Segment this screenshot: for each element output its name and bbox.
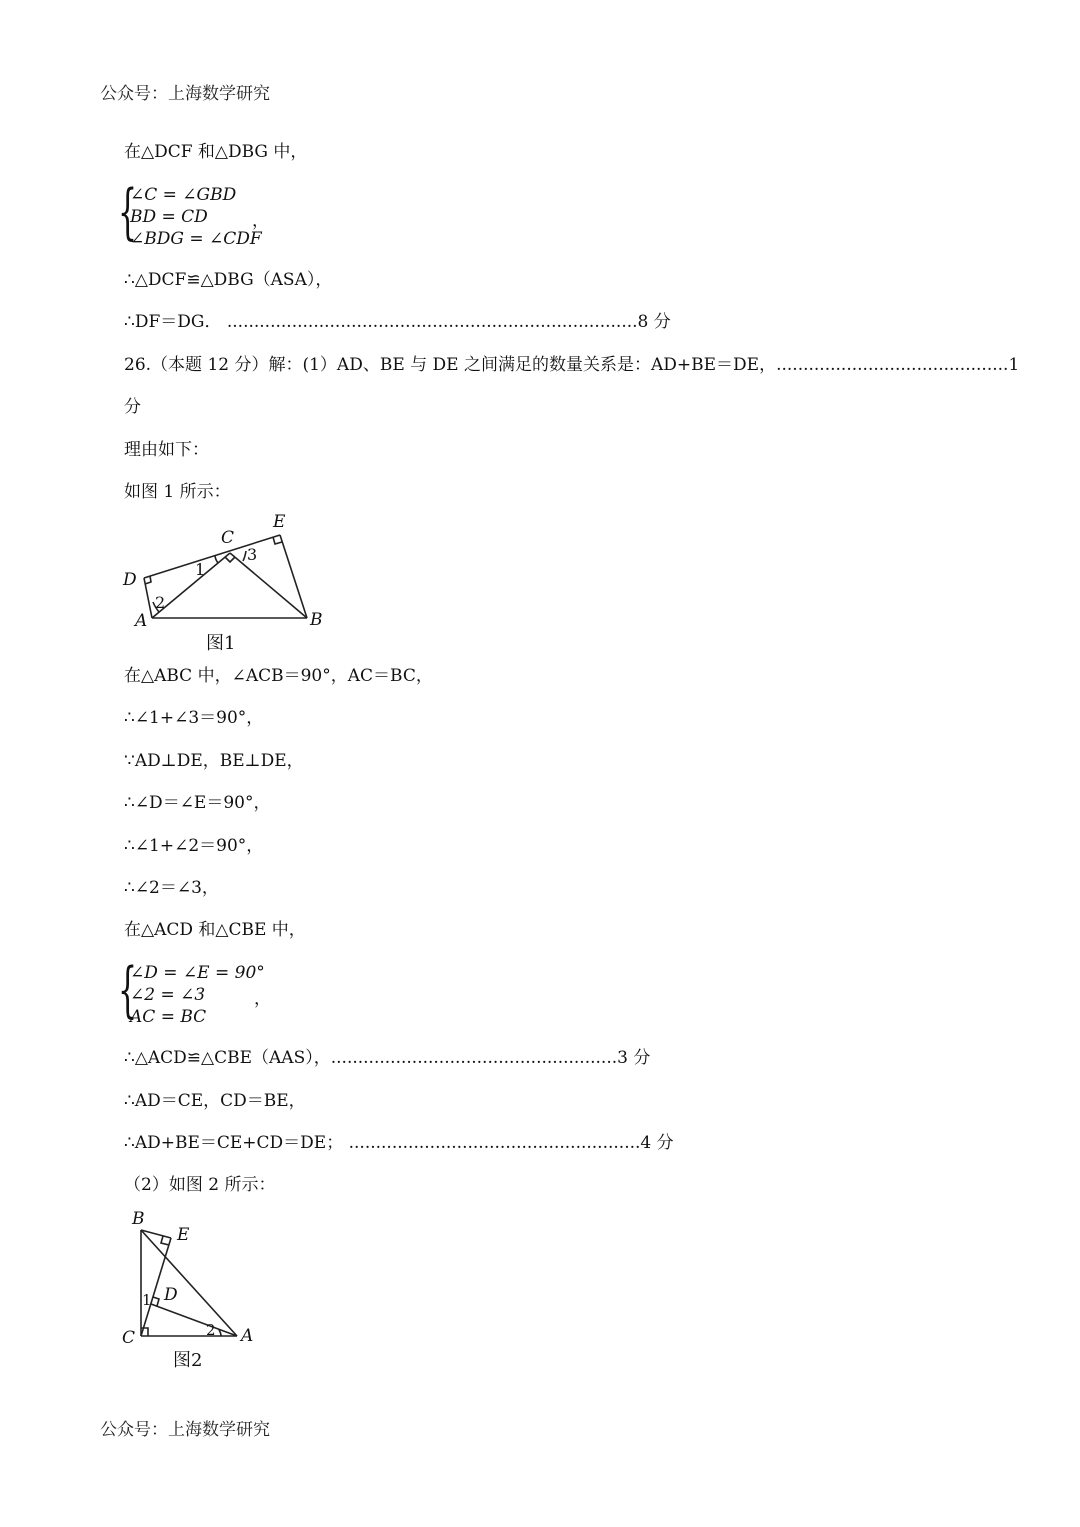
- equation-row: ∠C = ∠GBD: [130, 185, 237, 205]
- text-line: ∴∠D＝∠E＝90°，: [124, 793, 271, 813]
- equation-row: BD = CD: [130, 207, 208, 227]
- figure-2-caption: 图2: [173, 1350, 203, 1371]
- text-line: 如图 1 所示：: [124, 482, 231, 502]
- label-angle-2: 2: [155, 593, 166, 612]
- text-line: 理由如下：: [124, 440, 209, 460]
- equation-row: ∠2 = ∠3: [130, 985, 206, 1005]
- angle-arc-2: [219, 1330, 221, 1336]
- segment-DE: [144, 535, 280, 578]
- angle-arc-3: [243, 551, 246, 561]
- label-angle-3: 3: [247, 545, 258, 564]
- equation-comma: ，: [254, 989, 271, 1009]
- text-line: ∴AD＝CE，CD＝BE，: [124, 1091, 306, 1111]
- brace-icon: {: [118, 177, 138, 247]
- label-angle-1: 1: [195, 560, 206, 579]
- text-line: 在△ACD 和△CBE 中，: [124, 920, 306, 940]
- text-line: 在△DCF 和△DBG 中，: [124, 142, 308, 162]
- label-C: C: [122, 1328, 136, 1348]
- equation-comma: ，: [252, 211, 269, 231]
- page-header: 公众号：上海数学研究: [100, 84, 270, 104]
- label-C: C: [221, 528, 235, 548]
- page-footer: 公众号：上海数学研究: [100, 1420, 270, 1440]
- label-angle-1: 1: [142, 1291, 152, 1309]
- text-line: ∴AD+BE＝CE+CD＝DE； ......................................................4 分: [124, 1133, 674, 1153]
- label-angle-2: 2: [206, 1321, 216, 1339]
- label-B: B: [310, 610, 323, 630]
- segment-AD: [151, 1304, 237, 1336]
- equation-row: AC = BC: [130, 1007, 207, 1027]
- label-E: E: [273, 512, 286, 532]
- equation-row: ∠D = ∠E = 90°: [130, 963, 265, 983]
- segment-BA: [141, 1230, 237, 1336]
- text-line: ∴∠2＝∠3，: [124, 878, 219, 898]
- figure-1-caption: 图1: [206, 633, 236, 654]
- label-A: A: [135, 611, 148, 631]
- text-line: ∵AD⊥DE，BE⊥DE，: [124, 751, 304, 771]
- text-line: （2）如图 2 所示：: [124, 1175, 276, 1195]
- label-B: B: [132, 1209, 145, 1229]
- brace-icon: {: [118, 955, 138, 1025]
- text-line: ∴∠1+∠2＝90°，: [124, 836, 264, 856]
- segment-BE: [280, 535, 307, 618]
- figure-1: [115, 505, 340, 655]
- text-line: 分: [124, 397, 141, 417]
- text-line: ∴△ACD≌△CBE（AAS），.....................................................3 分: [124, 1048, 651, 1068]
- label-E: E: [177, 1225, 190, 1245]
- label-D: D: [164, 1285, 178, 1305]
- text-line: ∴DF＝DG． ............................................................................8 分: [124, 312, 671, 332]
- text-line: ∴△DCF≌△DBG（ASA），: [124, 270, 333, 290]
- figure-2: [115, 1200, 265, 1380]
- label-D: D: [123, 570, 137, 590]
- text-line: ∴∠1+∠3＝90°，: [124, 708, 264, 728]
- text-line: 在△ABC 中，∠ACB＝90°，AC＝BC，: [124, 666, 433, 686]
- right-angle-mark-C: [225, 557, 235, 562]
- label-A: A: [241, 1326, 254, 1346]
- equation-row: ∠BDG = ∠CDF: [130, 229, 262, 249]
- segment-BC: [230, 553, 307, 618]
- text-line: 26.（本题 12 分）解：(1）AD、BE 与 DE 之间满足的数量关系是：AD+BE＝DE，...........................................1: [124, 355, 1020, 375]
- angle-arc-1: [215, 555, 218, 563]
